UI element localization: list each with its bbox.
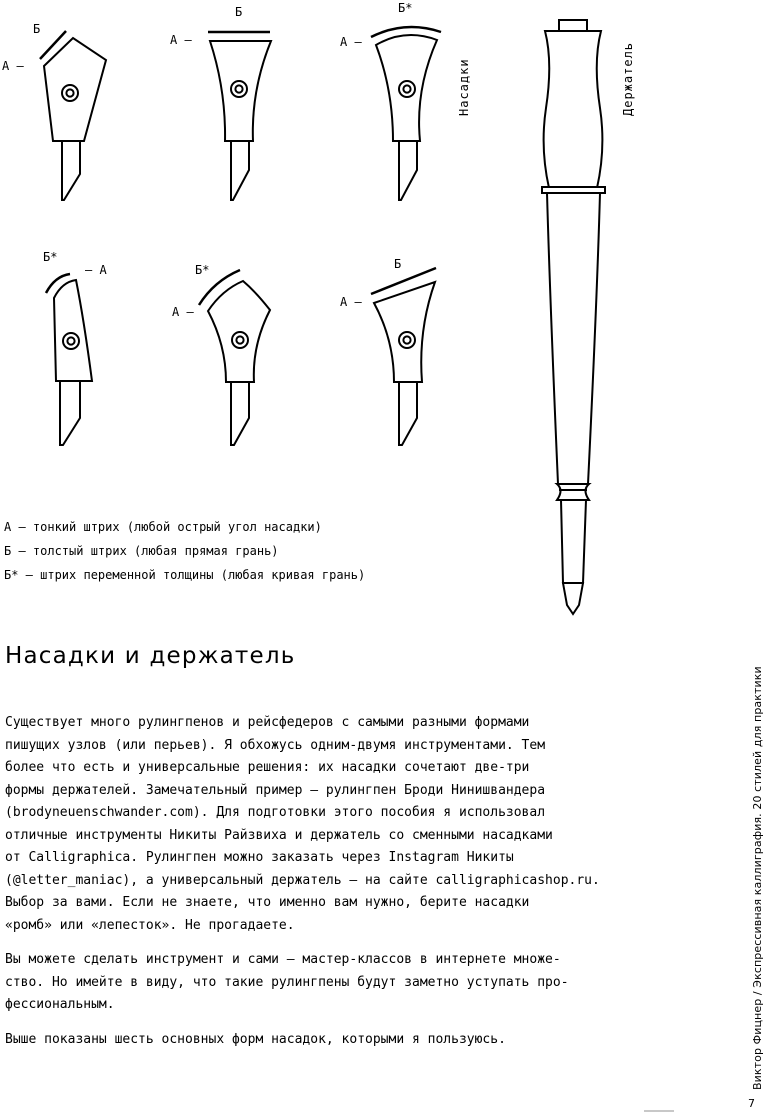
label-nibs: Насадки [457, 58, 471, 116]
nib-angled-illustration [340, 257, 436, 445]
legend-item: А — тонкий штрих (любой острый угол насадки) [4, 520, 322, 534]
label-a: А — [340, 295, 362, 309]
nib-trapezoid-illustration [170, 5, 271, 200]
label-b-star: Б* [398, 1, 413, 15]
running-title: Виктор Фицнер / Экспрессивная каллиграфия. 20 стилей для практики [751, 666, 764, 1090]
label-a: А — [2, 59, 24, 73]
nib-leaf-illustration [43, 250, 107, 445]
nib-petal-illustration [172, 263, 270, 445]
label-b: Б [394, 257, 402, 271]
label-a: — А [85, 263, 107, 277]
page-number: 7 [748, 1097, 755, 1110]
legend-item: Б — толстый штрих (любая прямая грань) [4, 544, 279, 558]
section-heading: Насадки и держатель [5, 643, 296, 669]
label-b-star: Б* [195, 263, 210, 277]
legend [4, 515, 365, 587]
paragraph: Существует много рулингпенов и рейсфедеров с самыми разными формами пишущих узлов (или перьев). Я обхожусь одним-двумя инструментами. Тем более что есть и универсальные решения: их насадки сочетают две-три формы держателей. Замечательный пример — рулингпен Броди Нинишвандера (brodyneuenschwander.com). Для подготовки этого пособия я использовал отличные инструменты Никиты Райзвиха и держатель со сменными насадками от Calligraphica. Рулингпен можно заказать через Instagram Никиты (@letter_maniac), а универсальный держатель — на сайте calligraphicashop.ru. Выбор за вами. Если не знаете, что именно вам нужно, берите насадки «ромб» или «лепесток». Не прогадаете. [5, 715, 600, 933]
label-b-star: Б* [43, 250, 58, 264]
pen-holder-illustration [542, 20, 605, 614]
nib-curved-top-illustration [340, 1, 441, 200]
nib-diamond-illustration [2, 22, 106, 200]
footer-rule [644, 1110, 674, 1112]
label-b: Б [33, 22, 41, 36]
label-a: А — [172, 305, 194, 319]
paragraph: Вы можете сделать инструмент и сами — мастер-классов в интернете множе- ство. Но имейте в виду, что такие рулингпены будут заметно уступать про- фессиональным. [5, 952, 569, 1012]
label-b: Б [235, 5, 243, 19]
label-a: А — [170, 33, 192, 47]
label-holder: Держатель [621, 41, 635, 116]
paragraph: Выше показаны шесть основных форм насадок, которыми я пользуюсь. [5, 1031, 506, 1047]
legend-item: Б* — штрих переменной толщины (любая кривая грань) [4, 568, 366, 582]
body-text [5, 712, 665, 1063]
label-a: А — [340, 35, 362, 49]
